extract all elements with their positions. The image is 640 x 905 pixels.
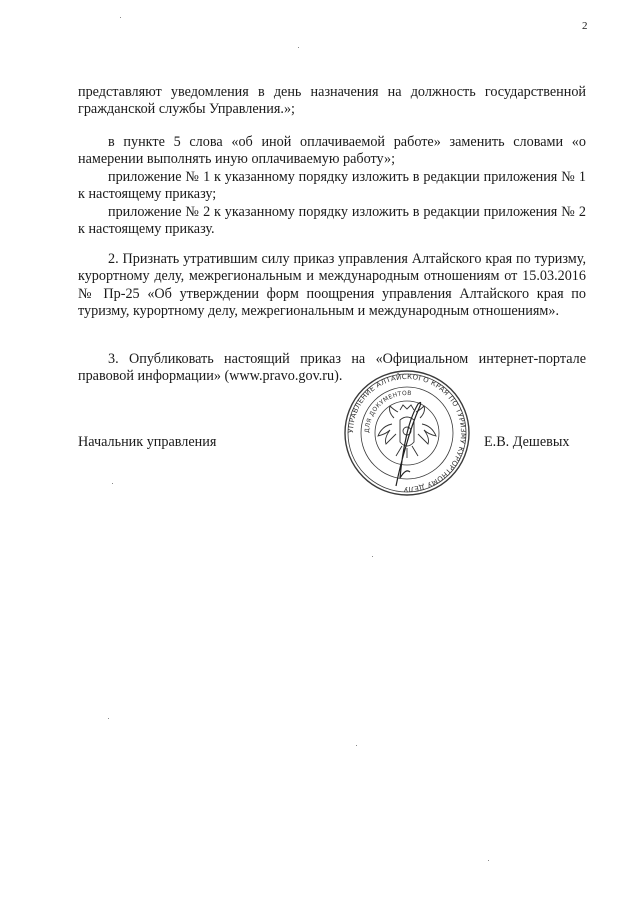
seal-inner-text: ДЛЯ ДОКУМЕНТОВ xyxy=(363,389,412,434)
item-3-paragraph xyxy=(78,351,586,386)
handwritten-signature xyxy=(396,402,421,486)
scan-speck xyxy=(356,745,357,746)
page-number: 2 xyxy=(582,20,588,32)
svg-text:ДЛЯ ДОКУМЕНТОВ xyxy=(364,390,412,433)
signatory-position: Начальник управления xyxy=(78,434,217,450)
official-seal xyxy=(342,368,472,498)
paragraph-text: 2. Признать утратившим силу приказ управления Алтайского края по туризму, курортному делу, межрегиональным и международным отношениям от 15.03.2016 № Пр-25 «Об утверждении форм поощрения управления Алтайского края по туризму, курортному делу, межрегиональным и международным отношениям». xyxy=(78,251,586,320)
scan-speck xyxy=(120,17,121,18)
paragraph-text: 3. Опубликовать настоящий приказ на «Официальном интернет-портале правовой информации» (www.pravo.gov.ru). xyxy=(78,351,586,385)
signatory-name: Е.В. Дешевых xyxy=(484,434,570,450)
seal-outer-text: УПРАВЛЕНИЕ АЛТАЙСКОГО КРАЯ ПО ТУРИЗМУ КУРОРТНОМУ ДЕЛУ xyxy=(346,372,468,494)
paragraph-text: приложение № 1 к указанному порядку изложить в редакции приложения № 1 к настоящему приказу; xyxy=(78,168,586,203)
paragraph-continuation xyxy=(78,84,586,119)
scan-speck xyxy=(488,860,489,861)
scan-speck xyxy=(108,718,109,719)
item-2-paragraph xyxy=(78,251,586,321)
scan-speck xyxy=(298,47,299,48)
paragraph-text: в пункте 5 слова «об иной оплачиваемой работе» заменить словами «о намерении выполнять иную оплачиваемую работу»; xyxy=(78,134,586,168)
scan-speck xyxy=(112,483,113,484)
amendments-block xyxy=(78,134,586,238)
paragraph-text: представляют уведомления в день назначения на должность государственной гражданской службы Управления.»; xyxy=(78,84,586,118)
paragraph-text: приложение № 2 к указанному порядку изложить в редакции приложения № 2 к настоящему приказу. xyxy=(78,203,586,238)
scan-speck xyxy=(372,556,373,557)
